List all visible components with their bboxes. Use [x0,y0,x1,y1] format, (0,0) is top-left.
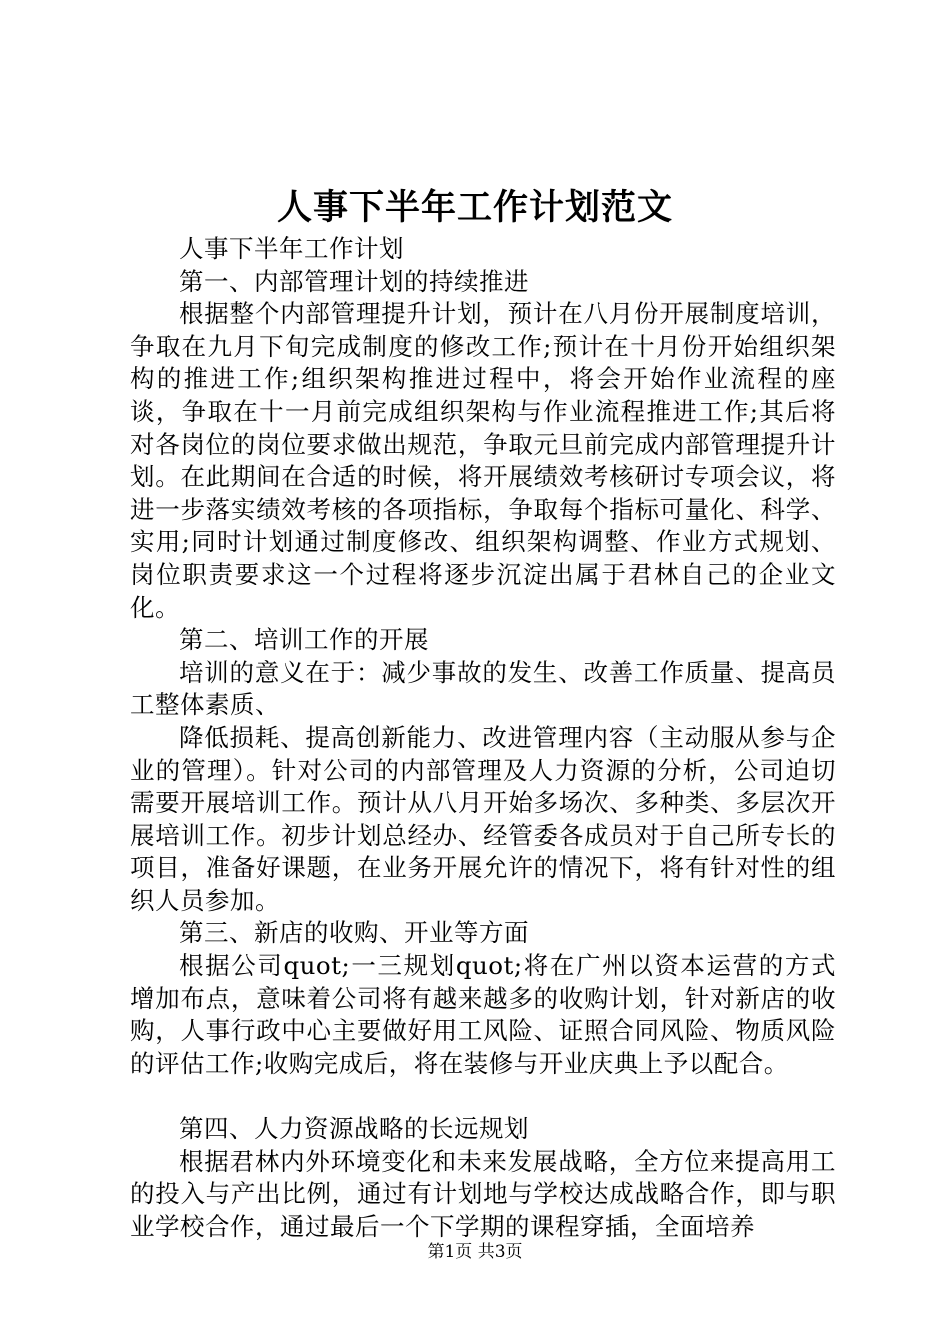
paragraph-doc-heading: 人事下半年工作计划 [179,234,404,263]
paragraph-section-1-heading: 第一、内部管理计划的持续推进 [179,266,529,296]
paragraph-section-2-heading: 第二、培训工作的开展 [179,625,429,655]
paragraph-section-4-body: 根据君林内外环境变化和未来发展战略，全方位来提高用工的投入与产出比例，通过有计划地与学校达成战略合作，即与职业学校合作，通过最后一个下学期的课程穿插，全面培养 [130,1146,836,1241]
page-number-footer: 第1页 共3页 [427,1242,523,1262]
paragraph-section-1-body: 根据整个内部管理提升计划，预计在八月份开展制度培训，争取在九月下旬完成制度的修改工作;预计在十月份开始组织架构的推进工作;组织架构推进过程中，将会开始作业流程的座谈，争取在十一月前完成组织架构与作业流程推进工作;其后将对各岗位的岗位要求做出规范，争取元旦前完成内部管理提升计划。在此期间在合适的时候，将开展绩效考核研讨专项会议，将进一步落实绩效考核的各项指标，争取每个指标可量化、科学、实用;同时计划通过制度修改、组织架构调整、作业方式规划、岗位职责要求这一个过程将逐步沉淀出属于君林自己的企业文化。 [130,299,836,622]
paragraph-section-3-body: 根据公司quot;一三规划quot;将在广州以资本运营的方式增加布点，意味着公司将有越来越多的收购计划，针对新店的收购，人事行政中心主要做好用工风险、证照合同风险、物质风险的评估工作;收购完成后，将在装修与开业庆典上予以配合。 [130,951,836,1078]
paragraph-section-4-heading: 第四、人力资源战略的长远规划 [179,1114,529,1144]
document-title: 人事下半年工作计划范文 [276,187,673,228]
paragraph-section-2-body-b: 降低损耗、提高创新能力、改进管理内容（主动服从参与企业的管理）。针对公司的内部管理及人力资源的分析，公司迫切需要开展培训工作。预计从八月开始多场次、多种类、多层次开展培训工作。初步计划总经办、经管委各成员对于自己所专长的项目，准备好课题，在业务开展允许的情况下，将有针对性的组织人员参加。 [130,722,836,915]
document-body [130,233,836,1243]
paragraph-section-2-body-a: 培训的意义在于：减少事故的发生、改善工作质量、提高员工整体素质、 [130,657,836,720]
paragraph-section-3-heading: 第三、新店的收购、开业等方面 [179,918,529,948]
